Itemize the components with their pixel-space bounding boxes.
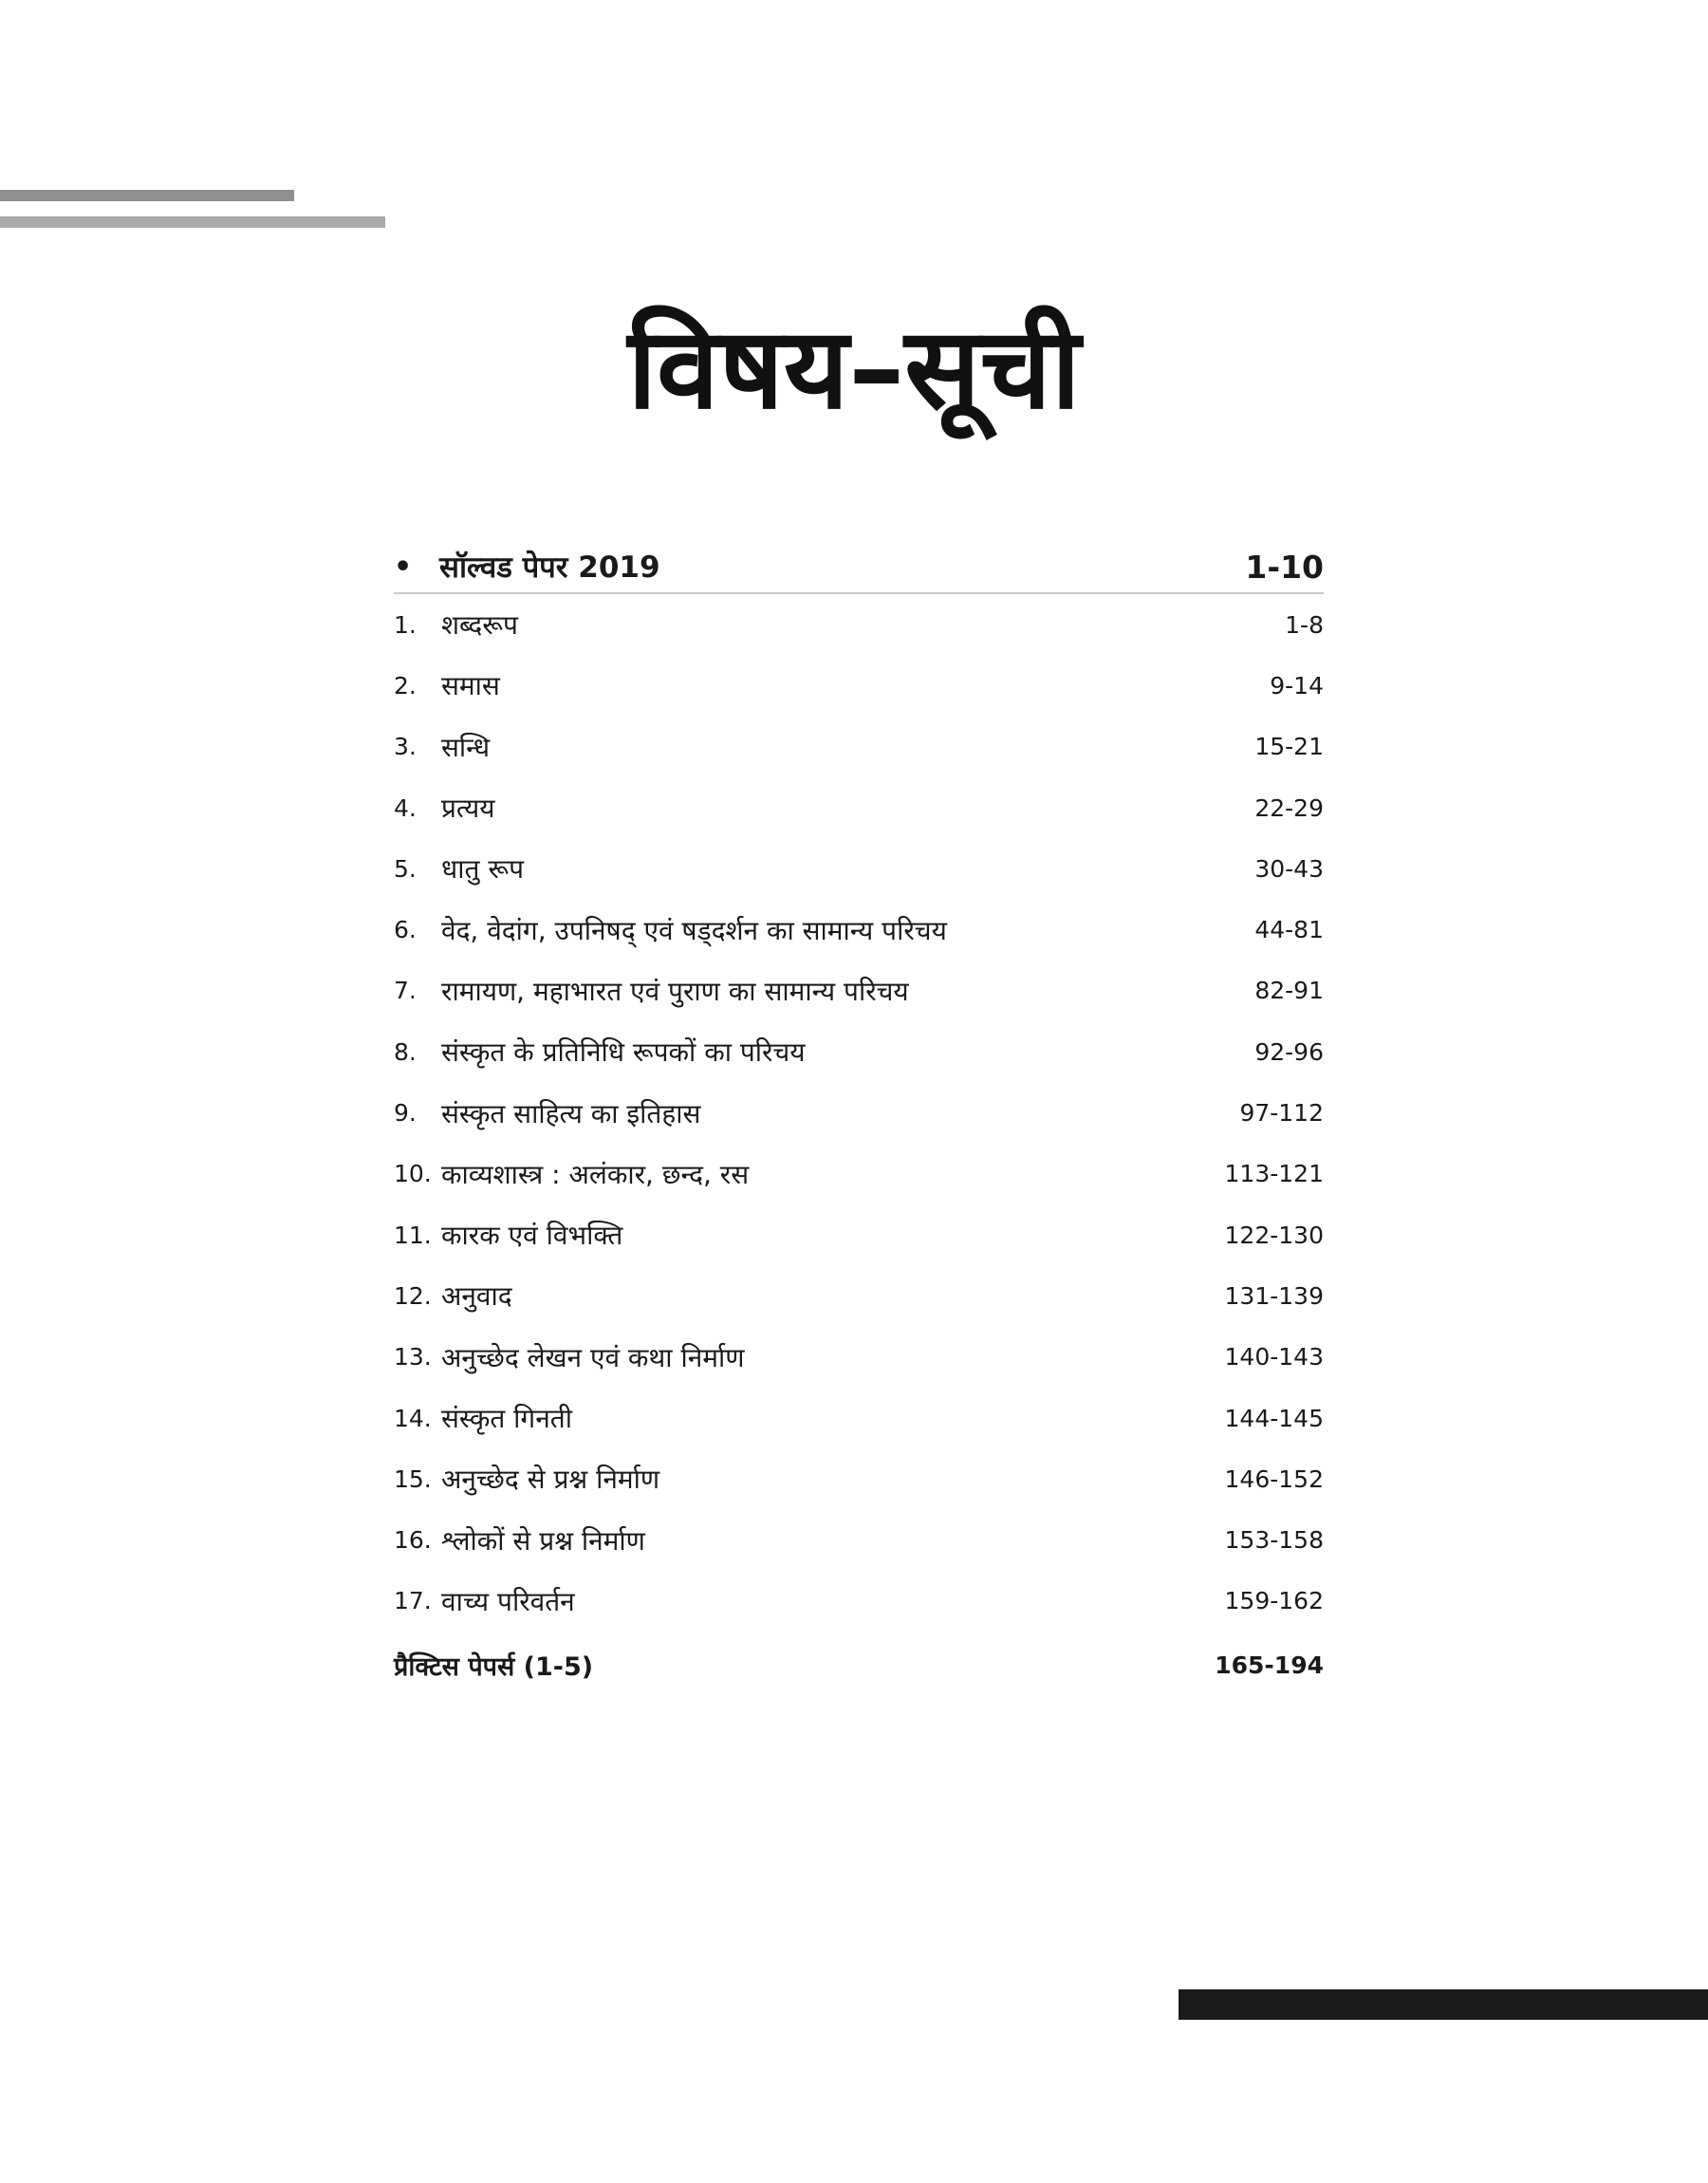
toc-item-pages: 131-139 bbox=[1224, 1281, 1324, 1310]
toc-item-number: 4. bbox=[394, 793, 417, 822]
toc-header-solved-paper bbox=[394, 541, 1324, 594]
toc-item-pages: 15-21 bbox=[1254, 733, 1324, 761]
bullet-icon: • bbox=[394, 550, 413, 584]
toc-item bbox=[394, 717, 1324, 777]
decorative-bar-top-1 bbox=[0, 190, 294, 201]
toc-item bbox=[394, 1509, 1324, 1570]
toc-item-label: अनुच्छेद लेखन एवं कथा निर्माण bbox=[441, 1341, 745, 1373]
toc-item bbox=[394, 655, 1324, 716]
toc-item-label: संस्कृत गिनती bbox=[441, 1403, 572, 1434]
toc-footer-practice-papers bbox=[394, 1632, 1324, 1698]
toc-item bbox=[394, 961, 1324, 1021]
toc-item-number: 10. bbox=[394, 1160, 432, 1188]
toc-item-pages: 153-158 bbox=[1224, 1526, 1324, 1555]
toc-item-pages: 22-29 bbox=[1254, 793, 1324, 822]
toc-item-pages: 122-130 bbox=[1224, 1221, 1324, 1249]
toc-item-label: सन्धि bbox=[441, 731, 491, 763]
toc-item-label: संस्कृत के प्रतिनिधि रूपकों का परिचय bbox=[441, 1036, 806, 1069]
toc-item-pages: 82-91 bbox=[1254, 977, 1324, 1005]
toc-item bbox=[394, 1021, 1324, 1082]
toc-item-number: 13. bbox=[394, 1343, 432, 1371]
toc-item-label: वेद, वेदांग, उपनिषद् एवं षड्दर्शन का सामान्य परिचय bbox=[441, 914, 947, 946]
toc-item-pages: 159-162 bbox=[1224, 1587, 1324, 1615]
toc-item-pages: 30-43 bbox=[1254, 854, 1324, 883]
toc-item-number: 8. bbox=[394, 1037, 417, 1066]
toc-item bbox=[394, 1448, 1324, 1509]
toc-item-pages: 144-145 bbox=[1224, 1404, 1324, 1432]
toc-item-label: संस्कृत साहित्य का इतिहास bbox=[441, 1097, 701, 1129]
toc-item bbox=[394, 1327, 1324, 1388]
toc-item-pages: 92-96 bbox=[1254, 1037, 1324, 1066]
decorative-bar-top-2 bbox=[0, 216, 385, 228]
toc-item-number: 2. bbox=[394, 671, 417, 700]
toc-item-number: 6. bbox=[394, 916, 417, 944]
toc-item-label: प्रत्यय bbox=[441, 793, 495, 825]
page-title: विषय–सूची bbox=[627, 303, 1081, 434]
toc-item-label: काव्यशास्त्र : अलंकार, छन्द, रस bbox=[441, 1158, 750, 1190]
toc-item-pages: 1-8 bbox=[1285, 610, 1324, 639]
toc-item bbox=[394, 899, 1324, 960]
toc-item-pages: 146-152 bbox=[1224, 1465, 1324, 1493]
toc-item-pages: 140-143 bbox=[1224, 1343, 1324, 1371]
toc-item-label: वाच्य परिवर्तन bbox=[441, 1585, 575, 1617]
toc-header-label: सॉल्वड पेपर 2019 bbox=[439, 550, 660, 585]
toc-item bbox=[394, 838, 1324, 899]
toc-item bbox=[394, 1144, 1324, 1204]
toc-item bbox=[394, 777, 1324, 838]
toc-item-number: 1. bbox=[394, 610, 417, 639]
toc-item-pages: 9-14 bbox=[1270, 671, 1324, 700]
toc-item-label: अनुवाद bbox=[441, 1280, 512, 1313]
toc-item-number: 3. bbox=[394, 733, 417, 761]
toc-item-number: 5. bbox=[394, 854, 417, 883]
toc-item-label: अनुच्छेद से प्रश्न निर्माण bbox=[441, 1464, 660, 1496]
toc-item bbox=[394, 1265, 1324, 1326]
toc-list bbox=[394, 594, 1324, 1632]
toc-header-pages: 1-10 bbox=[1245, 548, 1324, 586]
toc-item-label: कारक एवं विभक्ति bbox=[441, 1220, 623, 1252]
toc-item-number: 12. bbox=[394, 1281, 432, 1310]
toc-item-number: 16. bbox=[394, 1526, 432, 1555]
toc-item-label: शब्दरूप bbox=[441, 609, 518, 642]
toc-footer-label: प्रैक्टिस पेपर्स (1-5) bbox=[394, 1651, 594, 1682]
toc-item-number: 7. bbox=[394, 977, 417, 1005]
toc-item bbox=[394, 1571, 1324, 1632]
toc-item-number: 11. bbox=[394, 1221, 432, 1249]
toc-item-number: 14. bbox=[394, 1404, 432, 1432]
toc-item-label: रामायण, महाभारत एवं पुराण का सामान्य परिचय bbox=[441, 975, 909, 1007]
toc-item-number: 9. bbox=[394, 1099, 417, 1128]
toc-item-number: 17. bbox=[394, 1587, 432, 1615]
toc-item-label: धातु रूप bbox=[441, 853, 524, 886]
toc-item bbox=[394, 1388, 1324, 1448]
toc-item bbox=[394, 1204, 1324, 1265]
toc-item-pages: 44-81 bbox=[1254, 916, 1324, 944]
toc-item-label: समास bbox=[441, 670, 500, 702]
toc-item bbox=[394, 594, 1324, 655]
toc-item-pages: 113-121 bbox=[1224, 1160, 1324, 1188]
decorative-bar-bottom bbox=[1179, 1989, 1708, 2020]
toc-footer-pages: 165-194 bbox=[1215, 1651, 1324, 1679]
toc-item bbox=[394, 1082, 1324, 1143]
toc-item-number: 15. bbox=[394, 1465, 432, 1493]
toc-item-label: श्लोकों से प्रश्न निर्माण bbox=[441, 1524, 645, 1557]
toc-item-pages: 97-112 bbox=[1239, 1099, 1324, 1128]
table-of-contents bbox=[394, 541, 1324, 1698]
